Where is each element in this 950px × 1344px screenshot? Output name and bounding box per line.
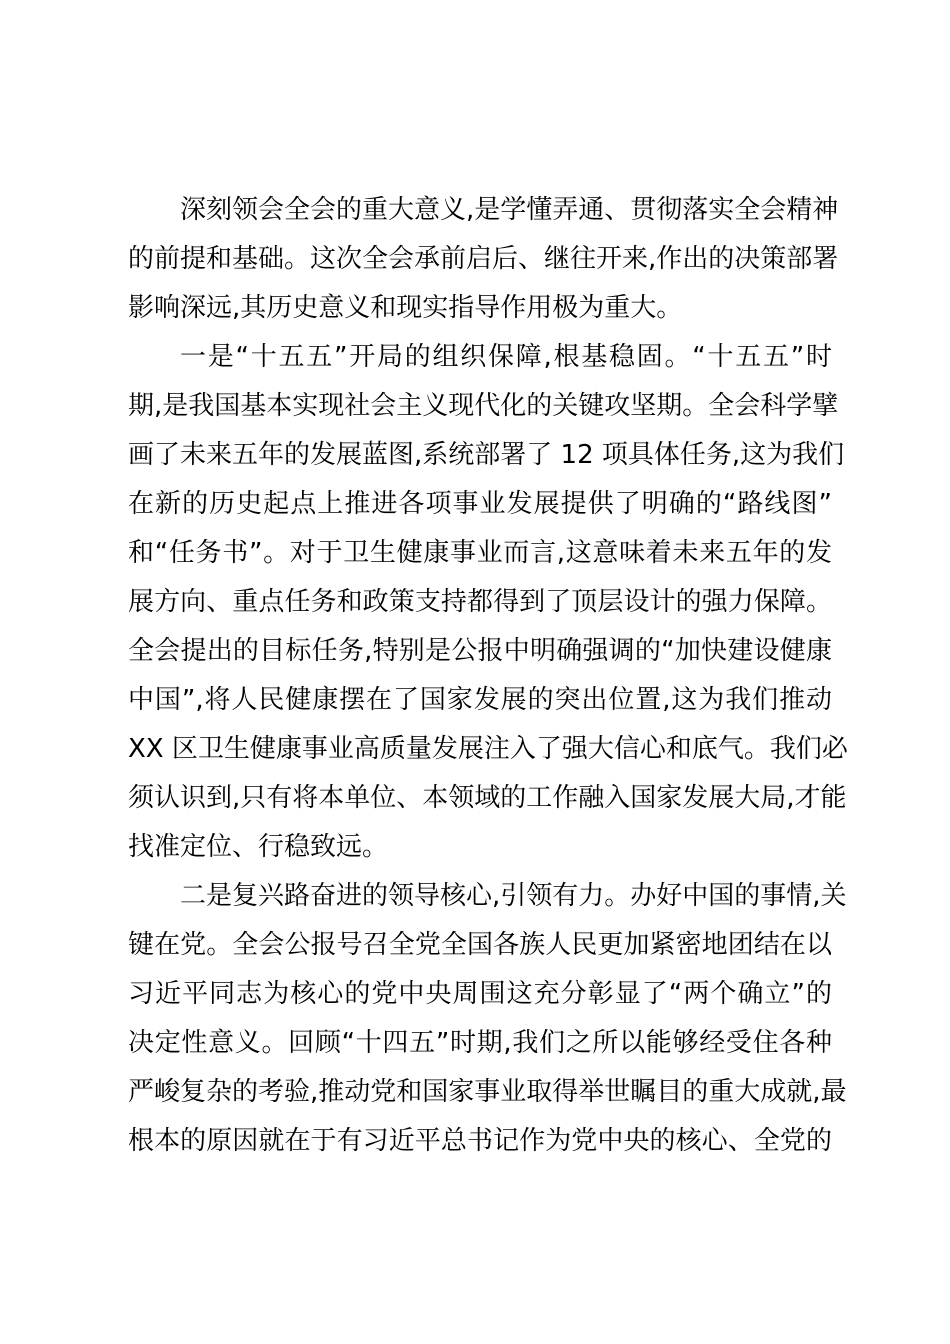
- text-line: 严峻复杂的考验,推动党和国家事业取得举世瞩目的重大成就,最: [128, 1077, 847, 1107]
- text-line: 根本的原因就在于有习近平总书记作为党中央的核心、全党的: [128, 1126, 832, 1156]
- paragraph-organizational-guarantee: [128, 333, 848, 872]
- text-line: XX 区卫生健康事业高质量发展注入了强大信心和底气。我们必: [128, 734, 848, 764]
- text-line: 一是“十五五”开局的组织保障,根基稳固。“十五五”时: [180, 342, 832, 372]
- paragraph-leadership-core: [128, 872, 847, 1166]
- text-line: 影响深远,其历史意义和现实指导作用极为重大。: [128, 293, 683, 323]
- text-line: 深刻领会全会的重大意义,是学懂弄通、贯彻落实全会精神: [180, 195, 839, 225]
- text-line: 画了未来五年的发展蓝图,系统部署了 12 项具体任务,这为我们: [128, 440, 845, 470]
- text-line: 展方向、重点任务和政策支持都得到了顶层设计的强力保障。: [128, 587, 832, 617]
- text-line: 在新的历史起点上推进各项事业发展提供了明确的“路线图”: [128, 489, 832, 519]
- text-line: 中国”,将人民健康摆在了国家发展的突出位置,这为我们推动: [128, 685, 832, 715]
- document-page: [128, 186, 848, 1166]
- text-line: 和“任务书”。对于卫生健康事业而言,这意味着未来五年的发: [128, 538, 832, 568]
- text-line: 期,是我国基本实现社会主义现代化的关键攻坚期。全会科学擘: [128, 391, 839, 421]
- text-line: 找准定位、行稳致远。: [128, 832, 389, 862]
- text-line: 决定性意义。回顾“十四五”时期,我们之所以能够经受住各种: [128, 1028, 832, 1058]
- text-line: 的前提和基础。这次全会承前启后、继往开来,作出的决策部署: [128, 244, 839, 274]
- text-line: 二是复兴路奋进的领导核心,引领有力。办好中国的事情,关: [180, 881, 847, 911]
- paragraph-significance: [128, 186, 839, 333]
- text-line: 须认识到,只有将本单位、本领域的工作融入国家发展大局,才能: [128, 783, 847, 813]
- text-line: 键在党。全会公报号召全党全国各族人民更加紧密地团结在以: [128, 930, 832, 960]
- text-line: 习近平同志为核心的党中央周围这充分彰显了“两个确立”的: [128, 979, 832, 1009]
- text-line: 全会提出的目标任务,特别是公报中明确强调的“加快建设健康: [128, 636, 832, 666]
